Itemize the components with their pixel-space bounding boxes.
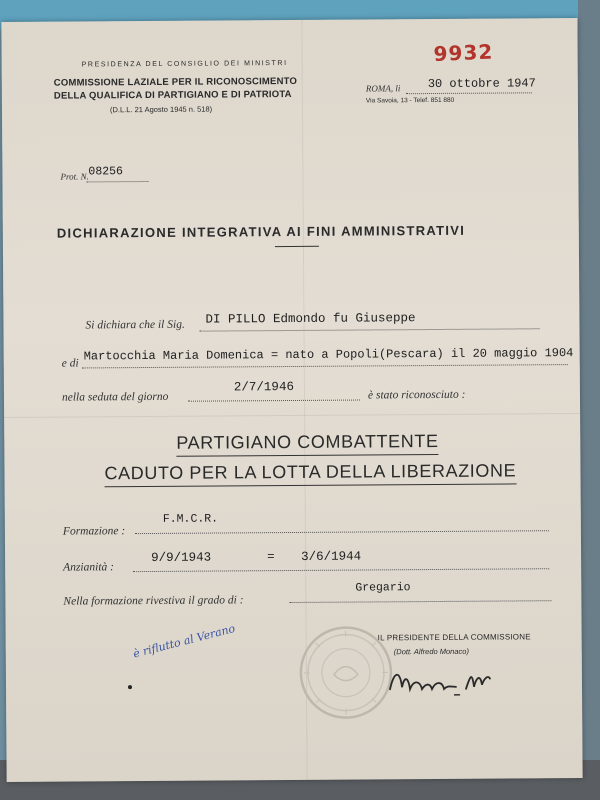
place-label: ROMA, li: [365, 83, 401, 94]
seal-graphic: [298, 624, 395, 721]
formazione-label: Formazione :: [62, 525, 126, 538]
commission-seal: [298, 624, 395, 721]
decree-line: (D.L.L. 21 Agosto 1945 n. 518): [109, 104, 213, 115]
presidency-line: PRESIDENZA DEL CONSIGLIO DEI MINISTRI: [81, 60, 288, 69]
session-date: 2/7/1946: [233, 379, 294, 395]
handwritten-number: 9932: [433, 39, 494, 67]
protocol-dotted-line: [86, 167, 148, 182]
person-name: DI PILLO Edmondo fu Giuseppe: [205, 311, 416, 327]
mother-label: e di: [61, 357, 79, 370]
grado-label: Nella formazione rivestiva il grado di :: [63, 594, 244, 608]
president-title: IL PRESIDENTE DELLA COMMISSIONE: [377, 632, 531, 643]
anzianita-label: Anzianità :: [63, 561, 115, 574]
formazione-value: F.M.C.R.: [162, 512, 219, 526]
fold-horizontal: [4, 413, 580, 418]
commission-line-1: COMMISSIONE LAZIALE PER IL RICONOSCIMENTO: [53, 75, 298, 89]
declaration-label: Si dichiara che il Sig.: [85, 318, 185, 332]
recognized-label: è stato riconosciuto :: [367, 388, 466, 402]
title-rule: [275, 246, 319, 247]
protocol-label: Prot. N.: [60, 171, 89, 182]
anzianita-separator: =: [267, 550, 275, 565]
recognition-line-2: CADUTO PER LA LOTTA DELLA LIBERAZIONE: [104, 460, 516, 487]
president-name: (Dott. Alfredo Monaco): [393, 646, 469, 657]
recognition-line-1: PARTIGIANO COMBATTENTE: [176, 431, 438, 457]
commission-line-2: DELLA QUALIFICA DI PARTIGIANO E DI PATRIOTA: [53, 88, 292, 102]
anzianita-from: 9/9/1943: [151, 550, 212, 565]
president-signature: [386, 659, 496, 702]
grado-value: Gregario: [355, 581, 411, 595]
anzianita-to: 3/6/1944: [301, 549, 362, 564]
document-date: 30 ottobre 1947: [427, 76, 536, 92]
protocol-number: 08256: [88, 165, 123, 179]
ink-dot: [128, 685, 132, 689]
mother-and-birth: Martocchia Maria Domenica = nato a Popoli(Pescara) il 20 maggio 1904: [83, 346, 574, 364]
document-title: DICHIARAZIONE INTEGRATIVA AI FINI AMMINISTRATIVI: [56, 222, 466, 241]
session-label: nella seduta del giorno: [61, 390, 169, 404]
office-address: Via Savoia, 13 - Telef. 851 880: [365, 96, 455, 105]
date-dotted-line: [406, 78, 532, 94]
grado-dotted-line: [289, 586, 551, 603]
blue-handwritten-note: è riflutto al Verano: [131, 621, 237, 661]
document-sheet: [1, 18, 582, 782]
